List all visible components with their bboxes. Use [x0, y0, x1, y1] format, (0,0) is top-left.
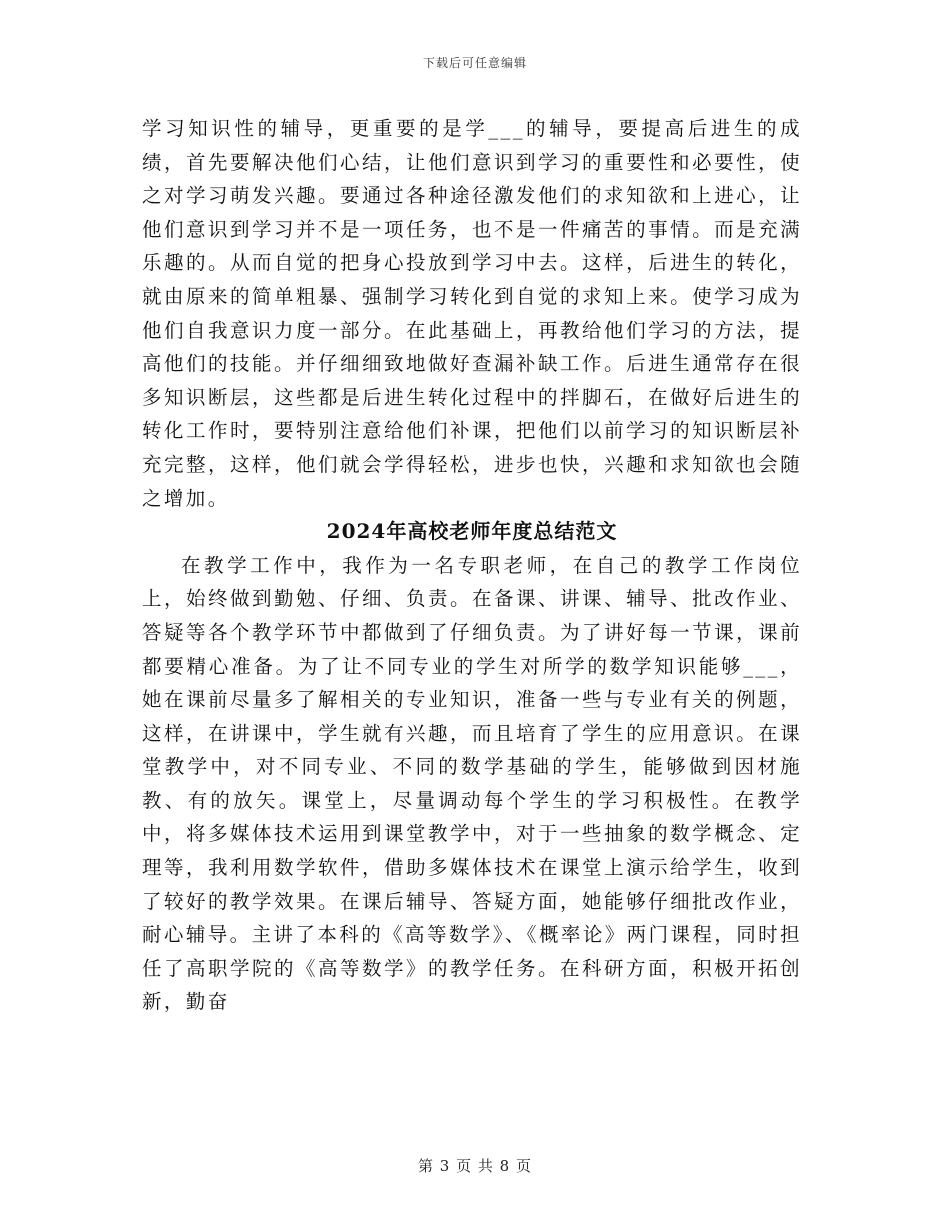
document-body [142, 112, 802, 1019]
paragraph-continuation: 学习知识性的辅导，更重要的是学___的辅导，要提高后进生的成绩，首先要解决他们心结，让他们意识到学习的重要性和必要性，使之对学习萌发兴趣。要通过各种途径激发他们的求知欲和上进心，让他们意识到学习并不是一项任务，也不是一件痛苦的事情。而是充满乐趣的。从而自觉的把身心投放到学习中去。这样，后进生的转化，就由原来的简单粗暴、强制学习转化到自觉的求知上来。使学习成为他们自我意识力度一部分。在此基础上，再教给他们学习的方法，提高他们的技能。并仔细细致地做好查漏补缺工作。后进生通常存在很多知识断层，这些都是后进生转化过程中的拌脚石，在做好后进生的转化工作时，要特别注意给他们补课，把他们以前学习的知识断层补充完整，这样，他们就会学得轻松，进步也快，兴趣和求知欲也会随之增加。 [142, 117, 802, 510]
page-header-note: 下载后可任意编辑 [422, 56, 527, 70]
section-title: 2024年高校老师年度总结范文 [326, 519, 618, 544]
paragraph-teaching-summary: 在教学工作中，我作为一名专职老师，在自己的教学工作岗位上，始终做到勤勉、仔细、负责。在备课、讲课、辅导、批改作业、答疑等各个教学环节中都做到了仔细负责。为了讲好每一节课，课前都要精心准备。为了让不同专业的学生对所学的数学知识能够___，她在课前尽量多了解相关的专业知识，准备一些与专业有关的例题，这样，在讲课中，学生就有兴趣，而且培育了学生的应用意识。在课堂教学中，对不同专业、不同的数学基础的学生，能够做到因材施教、有的放矢。课堂上，尽量调动每个学生的学习积极性。在教学中，将多媒体技术运用到课堂教学中，对于一些抽象的数学概念、定理等，我利用数学软件，借助多媒体技术在课堂上演示给学生，收到了较好的教学效果。在课后辅导、答疑方面，她能够仔细批改作业，耐心辅导。主讲了本科的《高等数学》、《概率论》两门课程，同时担任了高职学院的《高等数学》的教学任务。在科研方面，积极开拓创新，勤奋 [142, 553, 802, 1014]
page-number-footer: 第 3 页 共 8 页 [418, 1157, 532, 1175]
